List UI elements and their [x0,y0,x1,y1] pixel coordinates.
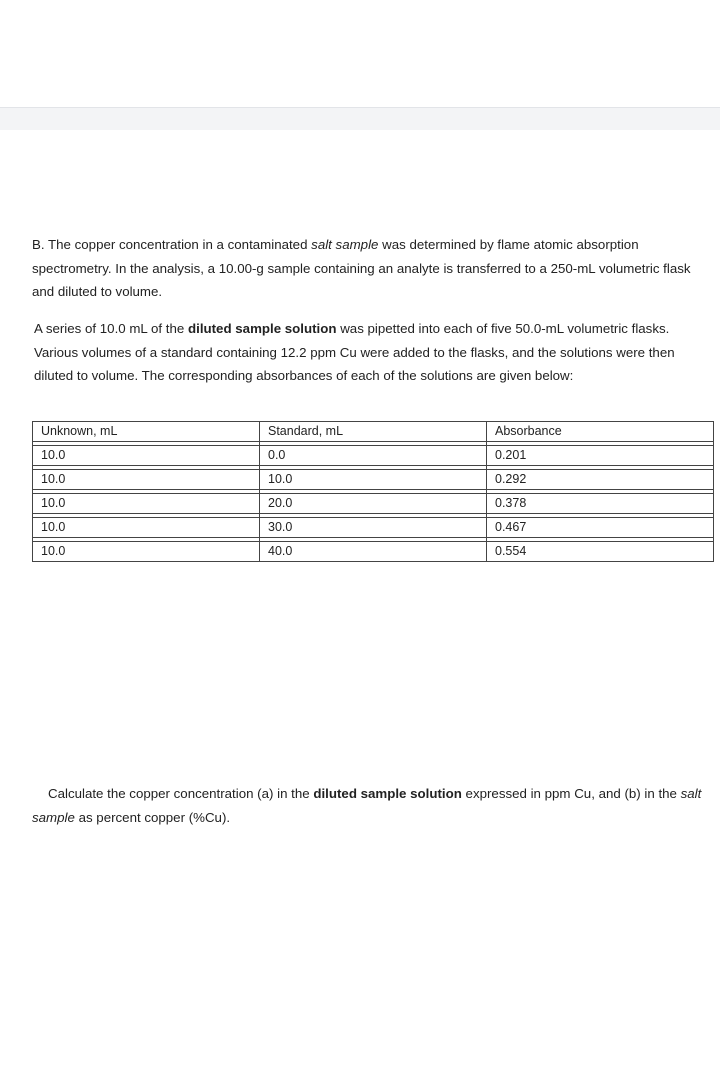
cell-standard: 0.0 [260,446,487,466]
cell-absorbance: 0.201 [487,446,714,466]
header-unknown: Unknown, mL [33,422,260,442]
cell-absorbance: 0.292 [487,470,714,490]
para3-italic-salt-sample: salt sample [32,786,702,825]
table-header-row [33,422,714,442]
absorbance-table [32,421,714,562]
cell-unknown: 10.0 [33,518,260,538]
para3-part1: Calculate the copper concentration (a) in the [48,786,314,801]
problem-paragraph-1 [32,233,712,304]
cell-standard: 40.0 [260,542,487,562]
para3-bold-diluted-sample: diluted sample solution [313,786,462,801]
cell-absorbance: 0.467 [487,518,714,538]
top-band [0,107,720,130]
question-paragraph [32,782,712,829]
para2-prefix: A series of 10.0 mL of the [34,321,188,336]
para1-suffix: was determined by flame atomic absorption spectrometry. In the analysis, a 10.00-g sample containing an analyte is transferred to a 250-mL volumetric flask and diluted to volume. [32,237,691,299]
cell-standard: 20.0 [260,494,487,514]
problem-paragraph-2 [34,317,714,388]
cell-unknown: 10.0 [33,446,260,466]
table-row [33,470,714,490]
header-absorbance: Absorbance [487,422,714,442]
cell-unknown: 10.0 [33,470,260,490]
cell-standard: 10.0 [260,470,487,490]
para3-part2: expressed in ppm Cu, and (b) in the [461,786,681,801]
table-row [33,494,714,514]
para2-bold-diluted-sample: diluted sample solution [188,321,337,336]
cell-standard: 30.0 [260,518,487,538]
para3-part3: as percent copper (%Cu). [74,809,231,825]
cell-unknown: 10.0 [33,494,260,514]
para1-prefix: B. The copper concentration in a contaminated [32,237,312,252]
para2-suffix: was pipetted into each of five 50.0-mL volumetric flasks. Various volumes of a standard containing 12.2 ppm Cu were added to the flasks, and the solutions were then diluted to volume. The corresponding absorbances of each of the solutions are given below: [34,321,675,383]
header-standard: Standard, mL [260,422,487,442]
table-row [33,542,714,562]
para1-italic-salt-sample: salt sample [311,237,379,252]
cell-absorbance: 0.554 [487,542,714,562]
table-row [33,446,714,466]
table-row [33,518,714,538]
cell-absorbance: 0.378 [487,494,714,514]
cell-unknown: 10.0 [33,542,260,562]
